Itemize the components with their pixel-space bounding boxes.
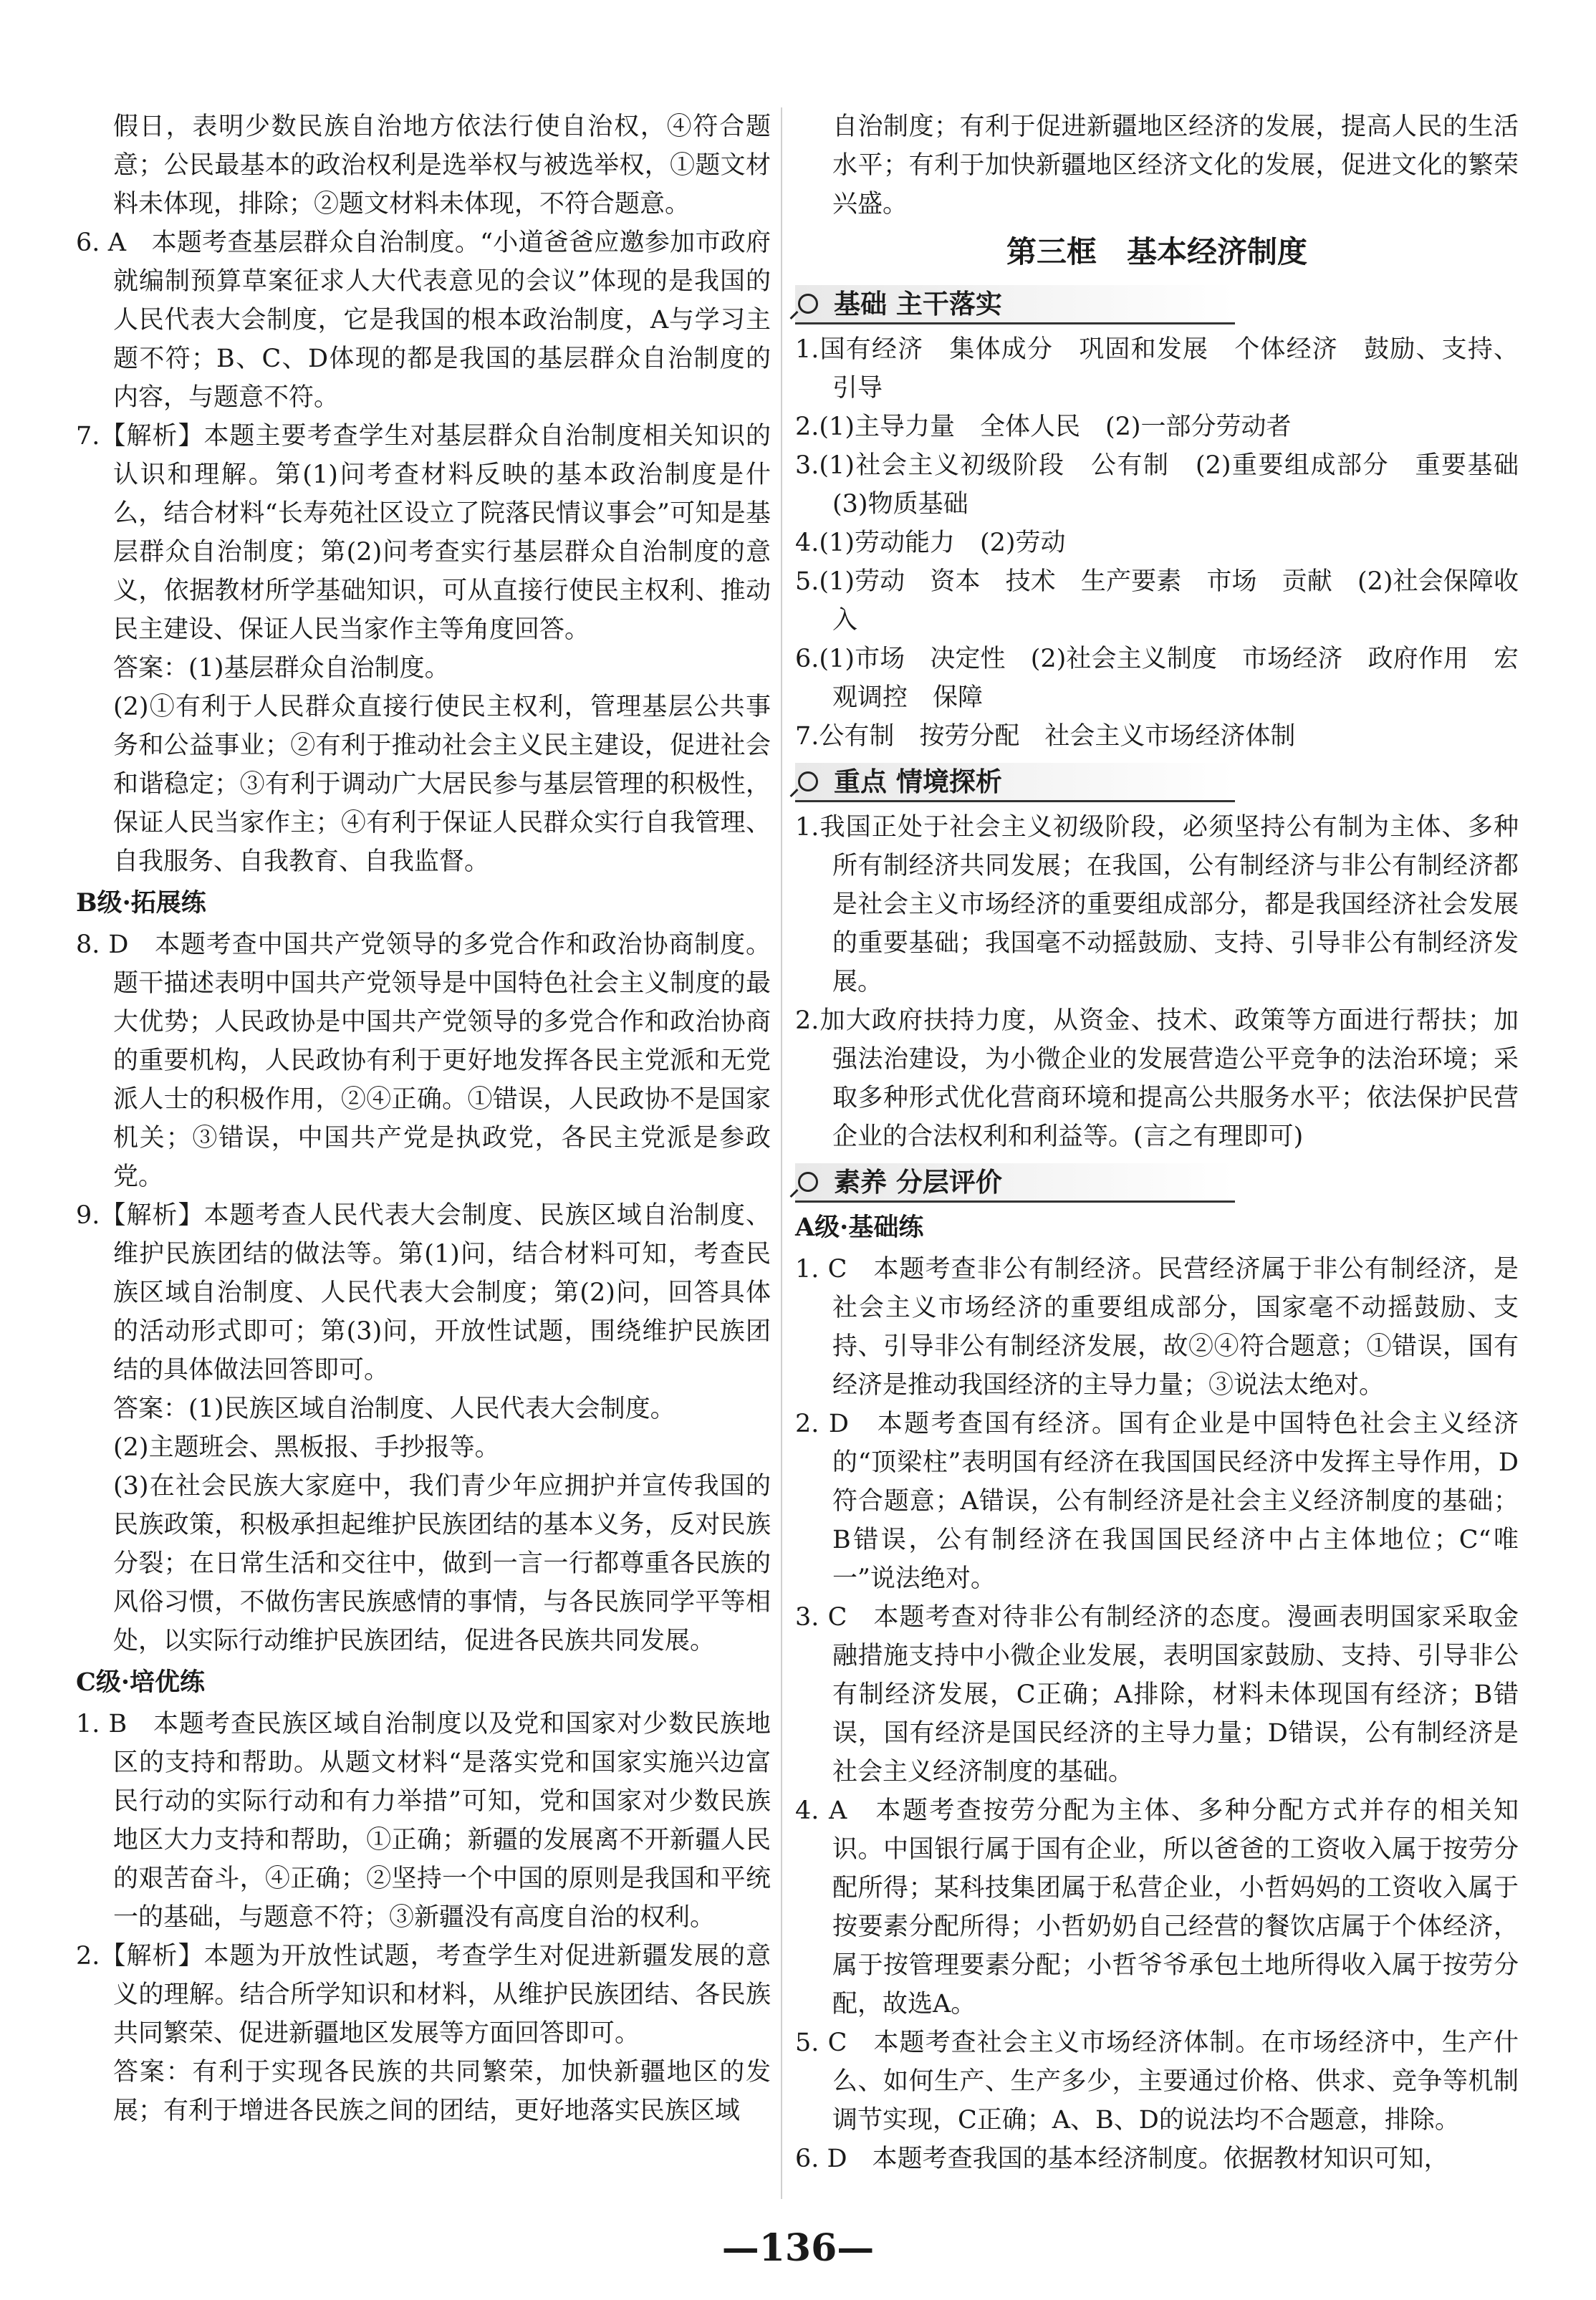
answer-item-c2: 2.【解析】本题为开放性试题，考查学生对促进新疆发展的意义的理解。结合所学知识和材料，从维护民族团结、各民族共同繁荣、促进新疆地区发展等方面回答即可。 (76, 1942, 771, 2048)
answer-text: 答案：(1)基层群众自治制度。 (113, 654, 450, 683)
frame-title: 第三框 基本经济制度 (1006, 234, 1307, 269)
fill-item-2: 2.(1)主导力量 全体人民 (2)一部分劳动者 (795, 413, 1292, 441)
magnifier-icon (798, 1172, 818, 1192)
fill-item-7: 7.公有制 按劳分配 社会主义市场经济体制 (795, 722, 1296, 751)
right-column (795, 107, 1544, 2178)
magnifier-icon (798, 294, 818, 314)
fill-item-5: 5.(1)劳动 资本 技术 生产要素 市场 贡献 (2)社会保障收入 (795, 567, 1519, 635)
section-heading-label: 基础 主干落实 (834, 288, 1002, 319)
section-heading-key-points (795, 763, 1235, 802)
column-divider (781, 107, 782, 2199)
answer-item-a6: 6. D 本题考查我国的基本经济制度。依据教材知识可知， (795, 2145, 1449, 2173)
scenario-item-2: 2.加大政府扶持力度，从资金、技术、政策等方面进行帮扶；加强法治建设，为小微企业的发展营造公平竞争的法治环境；采取多种形式优化营商环境和提高公共服务水平；依法保护民营企业的合法权利和利益等。(言之有理即可) (795, 1006, 1519, 1151)
fill-item-4: 4.(1)劳动能力 (2)劳动 (795, 529, 1066, 557)
answer-text: (2)①有利于人民群众直接行使民主权利，管理基层公共事务和公益事业；②有利于推动社会主义民主建设，促进社会和谐稳定；③有利于调动广大居民参与基层管理的积极性，保证人民当家作主；④有利于保证人民群众实行自我管理、自我服务、自我教育、自我监督。 (113, 693, 771, 876)
section-heading-evaluation (795, 1163, 1235, 1203)
answer-text: (2)主题班会、黑板报、手抄报等。 (113, 1433, 500, 1462)
answer-item-a4: 4. A 本题考查按劳分配为主体、多种分配方式并存的相关知识。中国银行属于国有企业，所以爸爸的工资收入属于按劳分配所得；某科技集团属于私营企业，小哲妈妈的工资收入属于按要素分配所得；小哲奶奶自己经营的餐饮店属于个体经济，属于按管理要素分配；小哲爷爷承包土地所得收入属于按劳分配，故选A。 (795, 1796, 1519, 2018)
fill-item-1: 1.国有经济 集体成分 巩固和发展 个体经济 鼓励、支持、引导 (795, 335, 1519, 403)
answer-text: 假日，表明少数民族自治地方依法行使自治权，④符合题意；公民最基本的政治权利是选举权与被选举权，①题文材料未体现，排除；②题文材料未体现，不符合题意。 (113, 112, 771, 218)
answer-item-a3: 3. C 本题考查对待非公有制经济的态度。漫画表明国家采取金融措施支持中小微企业发展，表明国家鼓励、支持、引导非公有制经济发展，C正确；A排除，材料未体现国有经济；B错误，国有经济是国民经济的主导力量；D错误，公有制经济是社会主义经济制度的基础。 (795, 1603, 1519, 1786)
answer-item-8: 8. D 本题考查中国共产党领导的多党合作和政治协商制度。题干描述表明中国共产党领导是中国特色社会主义制度的最大优势；人民政协是中国共产党领导的多党合作和政治协商的重要机构，人民政协有利于更好地发挥各民主党派和无党派人士的积极作用，②④正确。①错误，人民政协不是国家机关；③错误，中国共产党是执政党，各民主党派是参政党。 (76, 930, 771, 1191)
section-heading-label: 素养 分层评价 (834, 1166, 1002, 1198)
answer-item-c1: 1. B 本题考查民族区域自治制度以及党和国家对少数民族地区的支持和帮助。从题文材料“是落实党和国家实施兴边富民行动的实际行动和有力举措”可知，党和国家对少数民族地区大力支持和帮助，①正确；新疆的发展离不开新疆人民的艰苦奋斗，④正确；②坚持一个中国的原则是我国和平统一的基础，与题意不符；③新疆没有高度自治的权利。 (76, 1710, 771, 1932)
answer-item-7: 7.【解析】本题主要考查学生对基层群众自治制度相关知识的认识和理解。第(1)问考查材料反映的基本政治制度是什么，结合材料“长寿苑社区设立了院落民情议事会”可知是基层群众自治制度；第(2)问考查实行基层群众自治制度的意义，依据教材所学基础知识，可从直接行使民主权利、推动民主建设、保证人民当家作主等角度回答。 (76, 422, 771, 644)
fill-item-3: 3.(1)社会主义初级阶段 公有制 (2)重要组成部分 重要基础 (3)物质基础 (795, 451, 1544, 519)
section-heading-label: 重点 情境探析 (834, 766, 1002, 797)
scenario-item-1: 1.我国正处于社会主义初级阶段，必须坚持公有制为主体、多种所有制经济共同发展；在我国，公有制经济与非公有制经济都是社会主义市场经济的重要组成部分，都是我国经济社会发展的重要基础；我国毫不动摇鼓励、支持、引导非公有制经济发展。 (795, 813, 1519, 996)
answer-text: (3)在社会民族大家庭中，我们青少年应拥护并宣传我国的民族政策，积极承担起维护民族团结的基本义务，反对民族分裂；在日常生活和交往中，做到一言一行都尊重各民族的风俗习惯，不做伤害民族感情的事情，与各民族同学平等相处，以实际行动维护民族团结，促进各民族共同发展。 (113, 1472, 771, 1655)
answer-text: 自治制度；有利于促进新疆地区经济的发展，提高人民的生活水平；有利于加快新疆地区经济文化的发展，促进文化的繁荣兴盛。 (832, 112, 1519, 218)
left-column (76, 107, 771, 2130)
answer-text: 答案：(1)民族区域自治制度、人民代表大会制度。 (113, 1395, 676, 1423)
answer-text: 答案：有利于实现各民族的共同繁荣，加快新疆地区的发展；有利于增进各民族之间的团结，更好地落实民族区域 (113, 2058, 771, 2125)
answer-item-a5: 5. C 本题考查社会主义市场经济体制。在市场经济中，生产什么、如何生产、生产多少，主要通过价格、供求、竞争等机制调节实现，C正确；A、B、D的说法均不合题意，排除。 (795, 2029, 1519, 2135)
answer-item-9: 9.【解析】本题考查人民代表大会制度、民族区域自治制度、维护民族团结的做法等。第(1)问，结合材料可知，考查民族区域自治制度、人民代表大会制度；第(2)问，回答具体的活动形式即可；第(3)问，开放性试题，围绕维护民族团结的具体做法回答即可。 (76, 1201, 771, 1385)
level-heading-c: C级·培优练 (76, 1668, 206, 1697)
page-number: —136— (721, 2226, 875, 2270)
magnifier-icon (798, 771, 818, 791)
fill-item-6: 6.(1)市场 决定性 (2)社会主义制度 市场经济 政府作用 宏观调控 保障 (795, 645, 1519, 712)
level-heading-a: A级·基础练 (795, 1213, 924, 1242)
answer-item-a2: 2. D 本题考查国有经济。国有企业是中国特色社会主义经济的“顶梁柱”表明国有经济在我国国民经济中发挥主导作用，D符合题意；A错误，公有制经济是社会主义经济制度的基础；B错误，公有制经济在我国国民经济中占主体地位；C“唯一”说法绝对。 (795, 1410, 1519, 1593)
answer-item-6: 6. A 本题考查基层群众自治制度。“小道爸爸应邀参加市政府就编制预算草案征求人大代表意见的会议”体现的是我国的人民代表大会制度，它是我国的根本政治制度，A与学习主题不符；B、C、D体现的都是我国的基层群众自治制度的内容，与题意不符。 (76, 228, 771, 412)
section-heading-basics (795, 285, 1235, 324)
level-heading-b: B级·拓展练 (76, 888, 206, 918)
answer-item-a1: 1. C 本题考查非公有制经济。民营经济属于非公有制经济，是社会主义市场经济的重要组成部分，国家毫不动摇鼓励、支持、引导非公有制经济发展，故②④符合题意；①错误，国有经济是推动我国经济的主导力量；③说法太绝对。 (795, 1255, 1519, 1400)
